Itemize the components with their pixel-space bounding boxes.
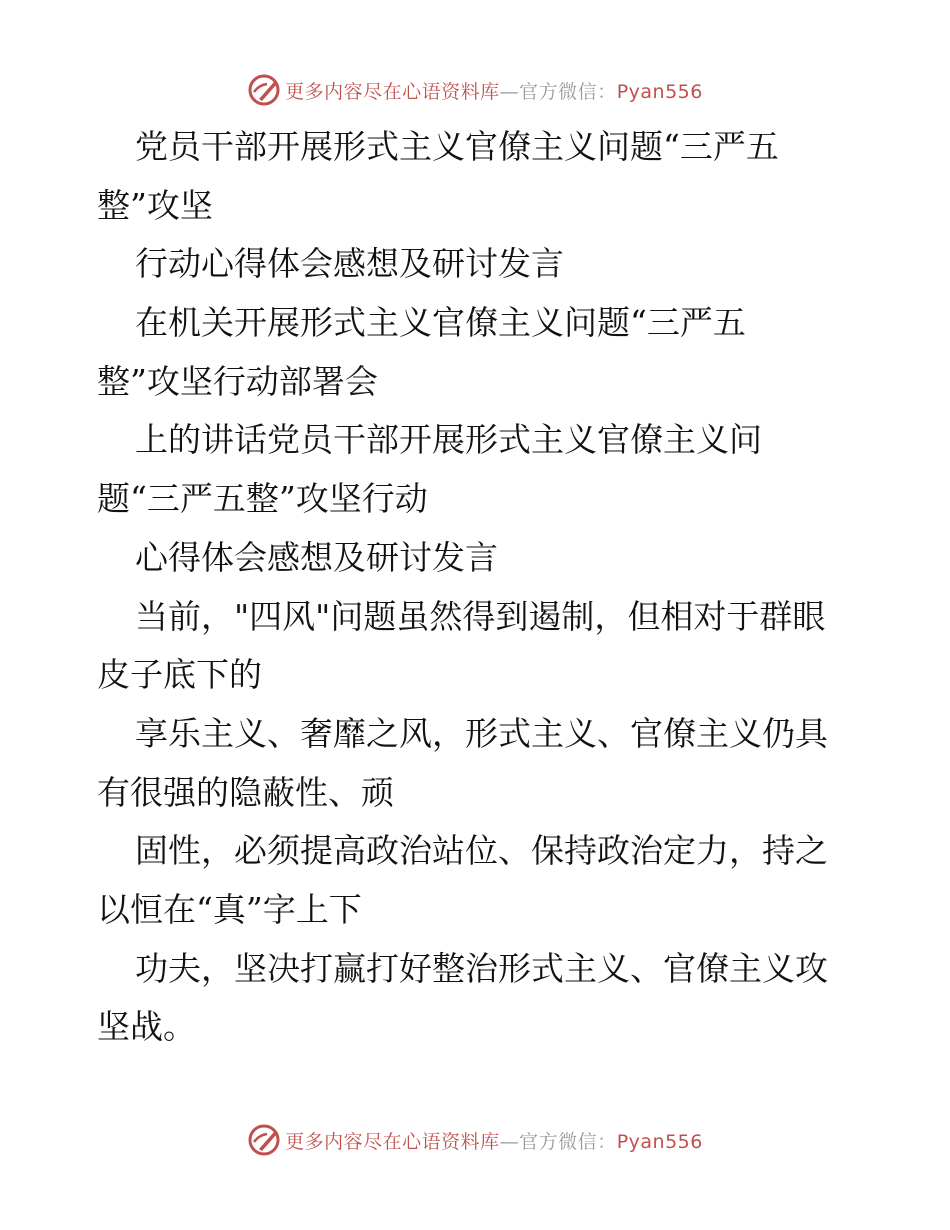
text-line: 功夫，坚决打赢打好整治形式主义、官僚主义攻	[135, 948, 828, 988]
text-line: 享乐主义、奢靡之风，形式主义、官僚主义仍具	[135, 713, 828, 753]
text-line: 党员干部开展形式主义官僚主义问题“三严五	[135, 127, 779, 166]
text-line: 皮子底下的	[97, 655, 262, 695]
text-line: 上的讲话党员干部开展形式主义官僚主义问	[135, 420, 762, 460]
text-line: 有很强的隐蔽性、顽	[97, 772, 394, 812]
text-line: 当前，"四风"问题虽然得到遏制，但相对于群眼	[135, 596, 826, 636]
text-line: 在机关开展形式主义官僚主义问题“三严五	[135, 303, 746, 343]
text-line: 题“三严五整”攻坚行动	[97, 479, 428, 519]
text-line: 整”攻坚	[97, 185, 213, 225]
pen-logo-icon	[247, 1123, 281, 1157]
text-line: 固性，必须提高政治站位、保持政治定力，持之	[135, 831, 828, 871]
pen-logo-icon	[247, 73, 281, 107]
watermark-text: 更多内容尽在心语资料库—官方微信：Pyan556	[285, 80, 703, 103]
text-line: 心得体会感想及研讨发言	[135, 537, 498, 577]
header-watermark	[0, 68, 950, 112]
text-line: 行动心得体会感想及研讨发言	[135, 244, 564, 284]
text-line: 整”攻坚行动部署会	[97, 361, 378, 401]
text-line: 坚战。	[97, 1007, 196, 1047]
text-line: 以恒在“真”字上下	[97, 889, 362, 929]
document-body	[97, 118, 857, 1057]
footer-watermark	[0, 1118, 950, 1162]
watermark-text: 更多内容尽在心语资料库—官方微信：Pyan556	[285, 1130, 703, 1153]
